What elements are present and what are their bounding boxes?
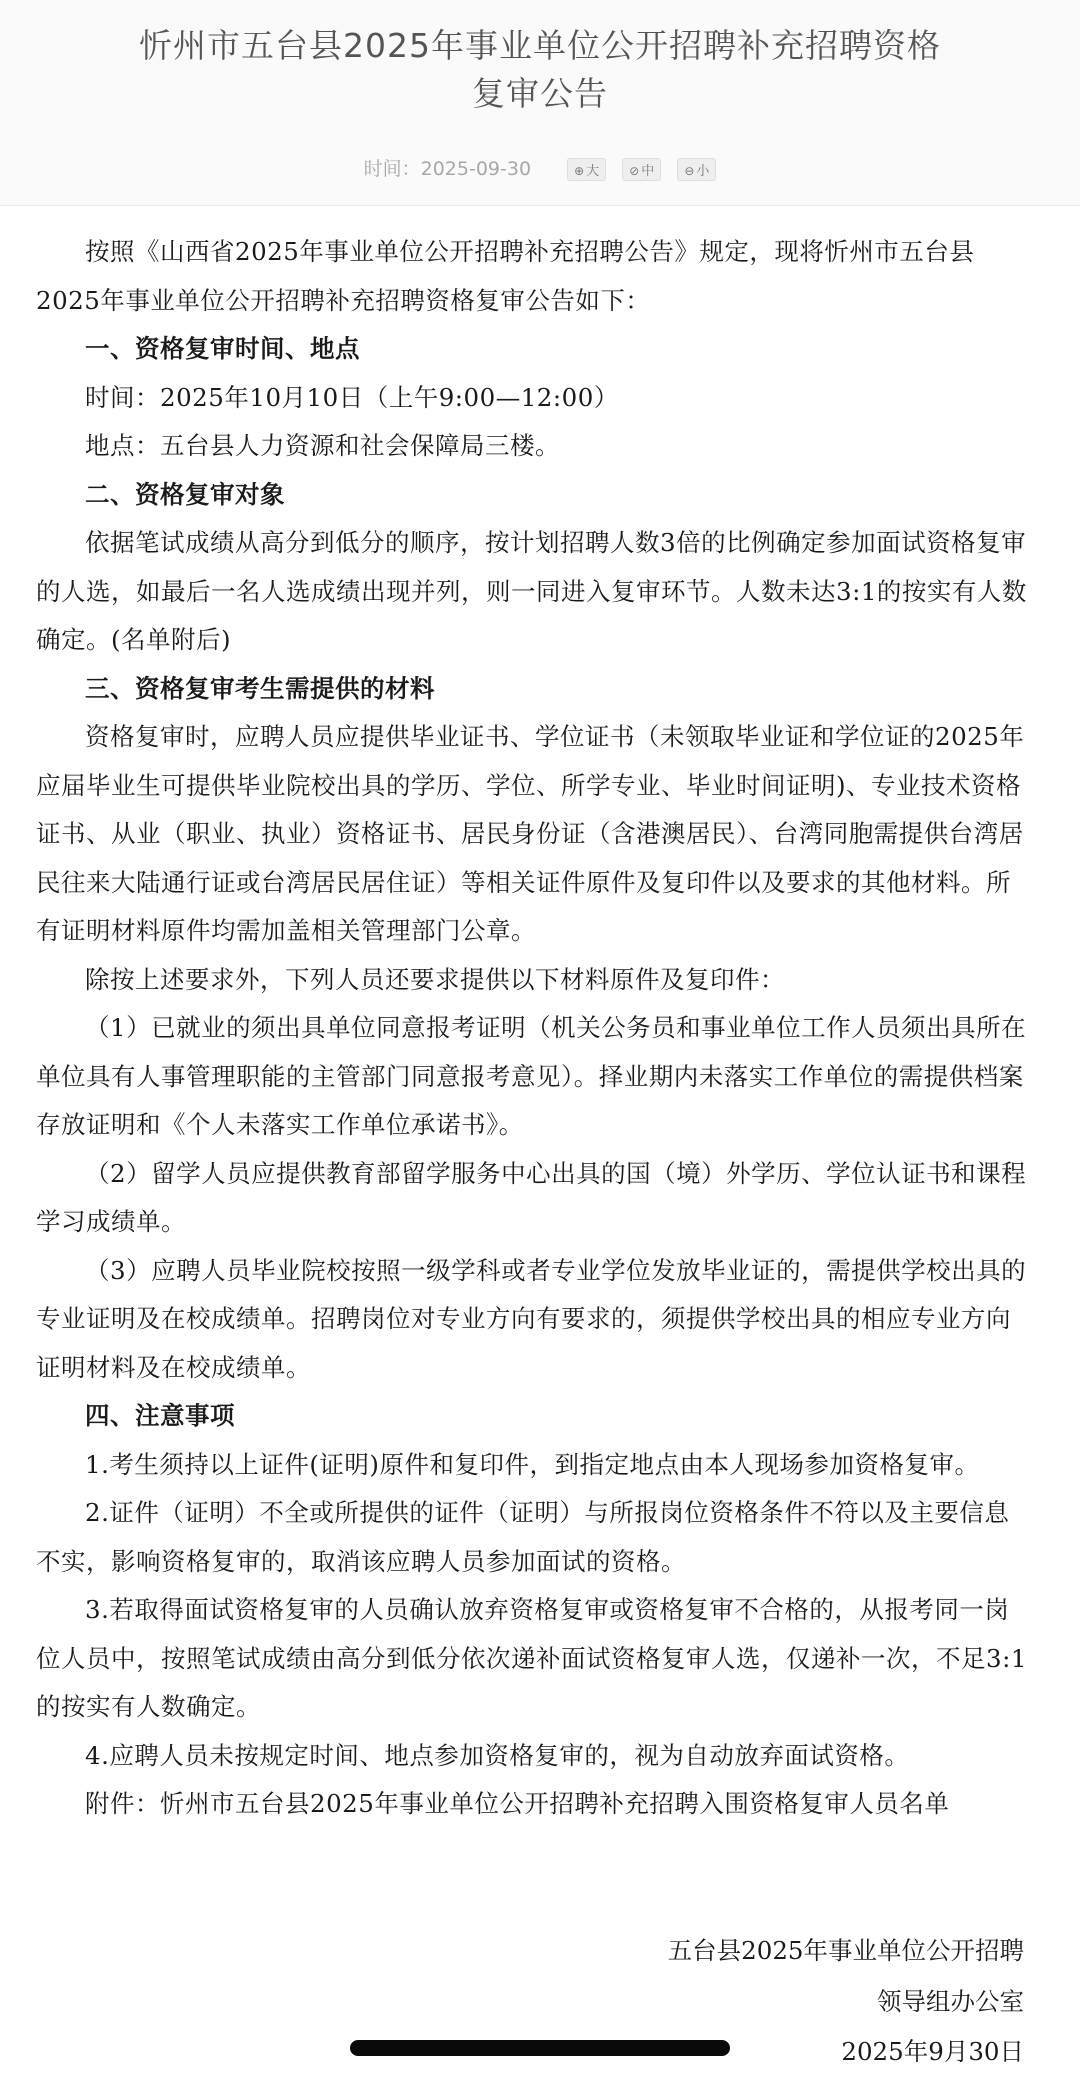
section-4-item-1: 1.考生须持以上证件(证明)原件和复印件，到指定地点由本人现场参加资格复审。 xyxy=(85,1449,980,1479)
date-label: 时间： xyxy=(363,158,421,180)
intro-paragraph: 按照《山西省2025年事业单位公开招聘补充招聘公告》规定，现将忻州市五台县2025年事业单位公开招聘补充招聘资格复审公告如下： xyxy=(36,237,975,315)
font-size-large-button[interactable] xyxy=(567,158,606,181)
font-size-small-button[interactable] xyxy=(677,158,716,181)
section-4-item-3: 3.若取得面试资格复审的人员确认放弃资格复审或资格复审不合格的，从报考同一岗位人员中，按照笔试成绩由高分到低分依次递补面试资格复审人选，仅递补一次，不足3:1的按实有人数确定。 xyxy=(36,1595,1027,1721)
section-3-item-1: （1）已就业的须出具单位同意报考证明（机关公务员和事业单位工作人员须出具所在单位具有人事管理职能的主管部门同意报考意见）。择业期内未落实工作单位的需提供档案存放证明和《个人未落实工作单位承诺书》。 xyxy=(36,1013,1027,1139)
section-1-place: 地点：五台县人力资源和社会保障局三楼。 xyxy=(85,431,560,460)
font-small-label: 小 xyxy=(696,164,710,179)
section-1-heading: 一、资格复审时间、地点 xyxy=(85,334,360,363)
section-3-extra: 除按上述要求外，下列人员还要求提供以下材料原件及复印件： xyxy=(85,964,785,994)
section-2-text: 依据笔试成绩从高分到低分的顺序，按计划招聘人数3倍的比例确定参加面试资格复审的人选，如最后一名人选成绩出现并列，则一同进入复审环节。人数未达3:1的按实有人数确定。(名单附后) xyxy=(36,528,1027,654)
publish-date: 2025-09-30 xyxy=(420,158,532,180)
section-2-heading: 二、资格复审对象 xyxy=(85,479,285,509)
zoom-in-icon: ⊕ xyxy=(574,164,585,178)
section-4-item-4: 4.应聘人员未按规定时间、地点参加资格复审的，视为自动放弃面试资格。 xyxy=(85,1740,910,1770)
font-medium-label: 中 xyxy=(641,164,655,179)
signature-org-line2: 领导组办公室 xyxy=(877,1987,1024,2016)
section-3-item-2: （2）留学人员应提供教育部留学服务中心出具的国（境）外学历、学位认证书和课程学习成绩单。 xyxy=(36,1158,1027,1236)
section-3-text: 资格复审时，应聘人员应提供毕业证书、学位证书（未领取毕业证和学位证的2025年应届毕业生可提供毕业院校出具的学历、学位、所学专业、毕业时间证明)、专业技术资格证书、从业（职业、执业）资格证书、居民身份证（含港澳居民）、台湾同胞需提供台湾居民往来大陆通行证或台湾居民居住证）等相关证件原件及复印件以及要求的其他材料。所有证明材料原件均需加盖相关管理部门公章。 xyxy=(36,722,1025,945)
signature-date: 2025年9月30日 xyxy=(841,2037,1024,2066)
section-4-heading: 四、注意事项 xyxy=(85,1401,235,1430)
font-large-label: 大 xyxy=(586,164,600,179)
section-3-heading: 三、资格复审考生需提供的材料 xyxy=(85,673,435,703)
page-title-line2: 复审公告 xyxy=(472,74,608,113)
article-body xyxy=(36,228,1034,1829)
section-4-item-2: 2.证件（证明）不全或所提供的证件（证明）与所报岗位资格条件不符以及主要信息不实，影响资格复审的，取消该应聘人员参加面试的资格。 xyxy=(36,1498,1010,1576)
signature-org-line1: 五台县2025年事业单位公开招聘 xyxy=(667,1936,1024,1965)
article-meta xyxy=(0,154,1080,181)
page-title-line1: 忻州市五台县2025年事业单位公开招聘补充招聘资格 xyxy=(139,26,941,65)
reset-zoom-icon: ⊘ xyxy=(629,164,640,178)
zoom-out-icon: ⊖ xyxy=(684,164,695,178)
font-size-medium-button[interactable] xyxy=(622,158,661,181)
section-1-time: 时间：2025年10月10日（上午9:00—12:00） xyxy=(85,382,619,412)
article-header xyxy=(0,0,1080,206)
attachment-line: 附件：忻州市五台县2025年事业单位公开招聘补充招聘入围资格复审人员名单 xyxy=(85,1789,950,1818)
home-indicator-bar[interactable] xyxy=(350,2040,730,2056)
section-3-item-3: （3）应聘人员毕业院校按照一级学科或者专业学位发放毕业证的，需提供学校出具的专业证明及在校成绩单。招聘岗位对专业方向有要求的，须提供学校出具的相应专业方向证明材料及在校成绩单。 xyxy=(36,1255,1027,1382)
